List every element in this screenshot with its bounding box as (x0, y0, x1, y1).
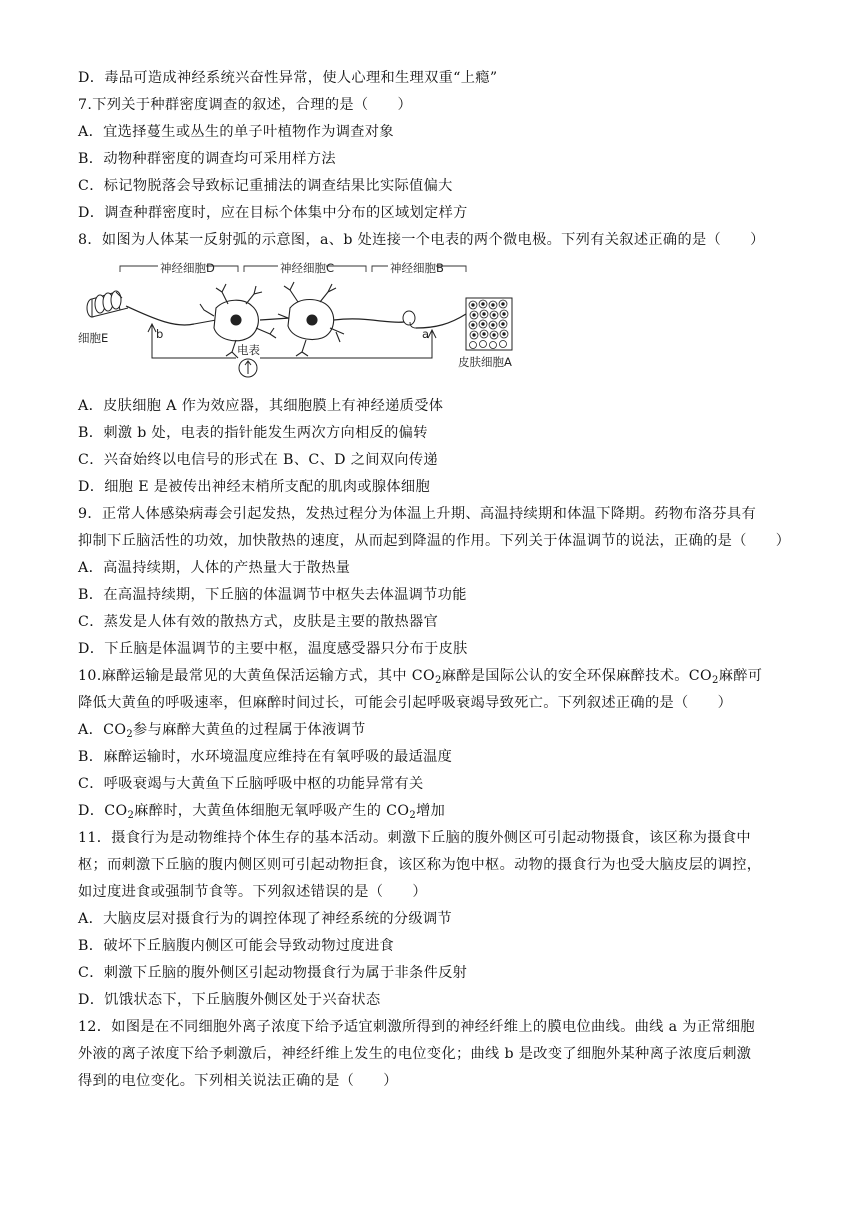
neuron-d (194, 284, 276, 358)
subscript-2: 2 (127, 810, 135, 821)
q8-option-a: A．皮肤细胞 A 作为效应器，其细胞膜上有神经递质受体 (78, 398, 444, 414)
q6-option-d: D．毒品可造成神经系统兴奋性异常，使人心理和生理双重“上瘾” (78, 70, 498, 86)
q10-option-d-part1: D．CO (78, 803, 128, 819)
q10-option-d (78, 801, 788, 821)
q11-option-d: D．饥饿状态下，下丘脑腹外侧区处于兴奋状态 (78, 992, 381, 1008)
q9-option-b: B．在高温持续期，下丘脑的体温调节中枢失去体温调节功能 (78, 587, 467, 603)
q8-option-d: D．细胞 E 是被传出神经末梢所支配的肌肉或腺体细胞 (78, 479, 430, 495)
label-neuron-d: 神经细胞D (160, 261, 215, 275)
q8-option-b: B．刺激 b 处，电表的指针能发生两次方向相反的偏转 (78, 425, 428, 441)
q11-option-c: C．刺激下丘脑的腹外侧区引起动物摄食行为属于非条件反射 (78, 965, 468, 981)
label-neuron-c: 神经细胞C (280, 261, 335, 275)
q9-option-d: D．下丘脑是体温调节的主要中枢，温度感受器只分布于皮肤 (78, 641, 468, 657)
subscript-2: 2 (712, 675, 719, 686)
label-cell-e: 细胞E (78, 331, 109, 345)
subscript-2: 2 (409, 810, 417, 821)
q12-stem-line2: 外液的离子浓度下给予刺激后，神经纤维上发生的电位变化；曲线 b 是改变了细胞外某种离子浓度后刺激 (78, 1046, 752, 1062)
q10-option-c: C．呼吸衰竭与大黄鱼下丘脑呼吸中枢的功能异常有关 (78, 776, 424, 792)
q7-stem: 7.下列关于种群密度调查的叙述，合理的是（ ） (78, 97, 413, 113)
q12-stem-line1: 12．如图是在不同细胞外离子浓度下给予适宜刺激所得到的神经纤维上的膜电位曲线。曲线 a 为正常细胞 (78, 1019, 755, 1035)
subscript-2: 2 (434, 675, 442, 686)
q10-option-a-part1: A．CO (78, 722, 127, 738)
reflex-arc-figure (76, 258, 526, 386)
neuron-c (278, 282, 344, 356)
skin-cells-a (466, 298, 512, 350)
q10-stem-line1 (78, 666, 788, 686)
q9-option-c: C．蒸发是人体有效的散热方式，皮肤是主要的散热器官 (78, 614, 439, 630)
label-point-a: a (422, 327, 430, 341)
subscript-2: 2 (126, 729, 134, 740)
label-point-b: b (156, 327, 164, 341)
q10-option-d-part3: 增加 (416, 803, 446, 819)
q7-option-b: B．动物种群密度的调查均可采用样方法 (78, 151, 336, 167)
q11-stem-line1: 11．摄食行为是动物维持个体生存的基本活动。刺激下丘脑的腹外侧区可引起动物摄食，该区称为摄食中 (78, 830, 751, 846)
q9-stem-line1: 9．正常人体感染病毒会引起发热，发热过程分为体温上升期、高温持续期和体温下降期。药物布洛芬具有 (78, 506, 757, 522)
q10-stem-part1: 10.麻醉运输是最常见的大黄鱼保活运输方式，其中 CO (78, 668, 435, 684)
q11-option-b: B．破坏下丘脑腹内侧区可能会导致动物过度进食 (78, 938, 395, 954)
q10-stem-line2: 降低大黄鱼的呼吸速率，但麻醉时间过长，可能会引起呼吸衰竭导致死亡。下列叙述正确的是（ ） (78, 695, 733, 711)
label-skin-a: 皮肤细胞A (458, 355, 512, 369)
neuron-b (403, 311, 415, 325)
q10-option-a (78, 720, 788, 740)
q7-option-d: D．调查种群密度时，应在目标个体集中分布的区域划定样方 (78, 205, 468, 221)
q7-option-a: A．宜选择蔓生或丛生的单子叶植物作为调查对象 (78, 124, 394, 140)
q12-stem-line3: 得到的电位变化。下列相关说法正确的是（ ） (78, 1073, 398, 1089)
q8-stem: 8．如图为人体某一反射弧的示意图，a、b 处连接一个电表的两个微电极。下列有关叙述正确的是（ ） (78, 232, 765, 248)
q7-option-c: C．标记物脱落会导致标记重捕法的调查结果比实际值偏大 (78, 178, 453, 194)
q11-option-a: A．大脑皮层对摄食行为的调控体现了神经系统的分级调节 (78, 911, 453, 927)
q8-option-c: C．兴奋始终以电信号的形式在 B、C、D 之间双向传递 (78, 452, 438, 468)
q9-stem-line2: 抑制下丘脑活性的功效，加快散热的速度，从而起到降温的作用。下列关于体温调节的说法，正确的是（ ） (78, 533, 791, 549)
q10-stem-part3: 麻醉可 (718, 668, 763, 684)
label-neuron-b: 神经细胞B (390, 261, 444, 275)
q10-option-b: B．麻醉运输时，水环境温度应维持在有氧呼吸的最适温度 (78, 749, 453, 765)
label-meter: 电表 (237, 343, 260, 357)
q11-stem-line2: 枢；而刺激下丘脑的腹内侧区则可引起动物拒食，该区称为饱中枢。动物的摄食行为也受大脑皮层的调控， (78, 857, 762, 873)
q9-option-a: A．高温持续期，人体的产热量大于散热量 (78, 560, 351, 576)
q11-stem-line3: 如过度进食或强制节食等。下列叙述错误的是（ ） (78, 884, 427, 900)
q10-stem-part2: 麻醉是国际公认的安全环保麻醉技术。CO (441, 668, 712, 684)
q10-option-d-part2: 麻醉时，大黄鱼体细胞无氧呼吸产生的 CO (134, 803, 410, 819)
muscle-cell-e (87, 291, 128, 317)
q10-option-a-part2: 参与麻醉大黄鱼的过程属于体液调节 (133, 722, 366, 738)
